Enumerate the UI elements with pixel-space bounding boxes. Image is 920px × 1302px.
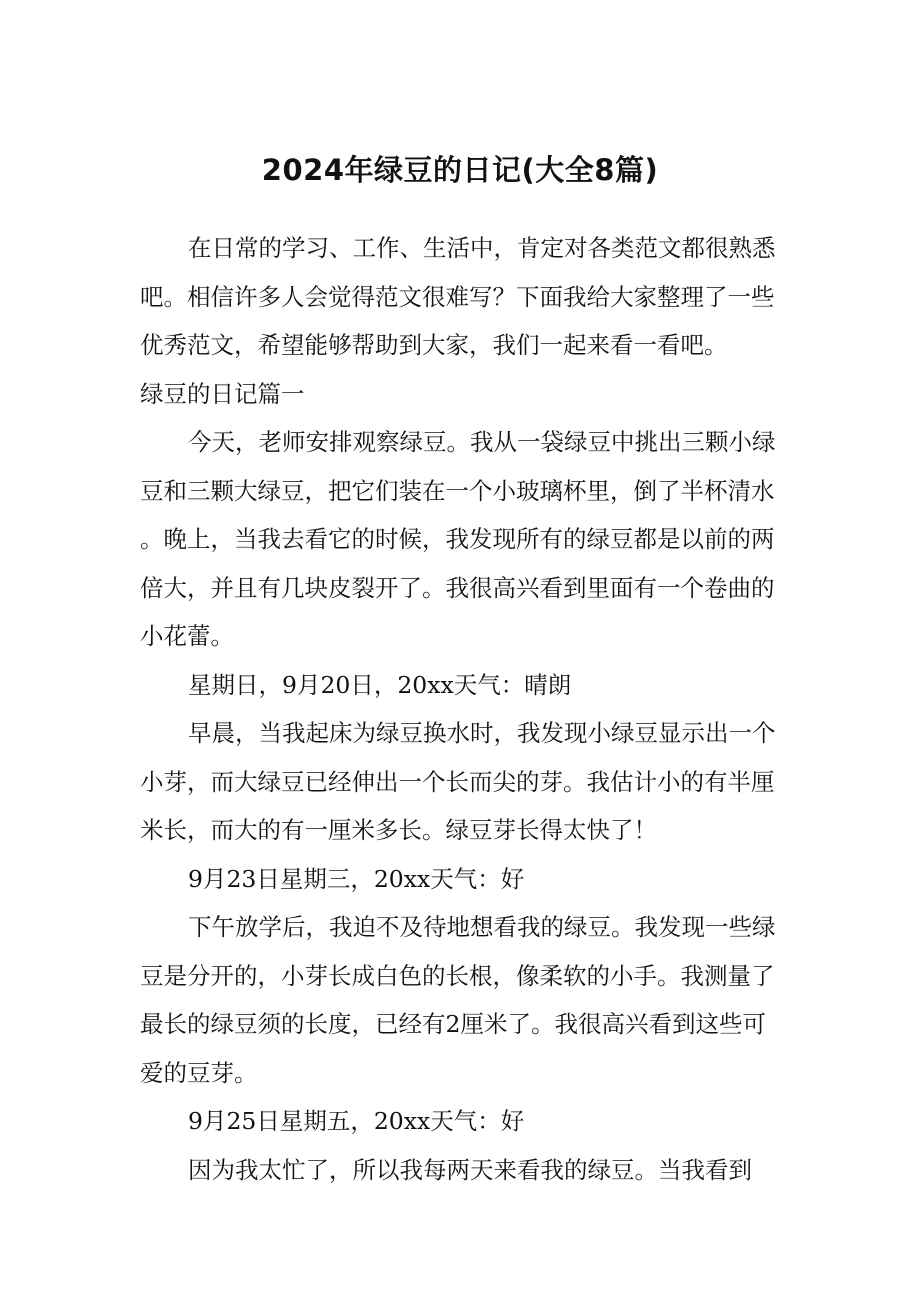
paragraph-diary-entry: 下午放学后，我迫不及待地想看我的绿豆。我发现一些绿豆是分开的，小芽长成白色的长根，像柔软的小手。我测量了最长的绿豆须的长度，已经有2厘米了。我很高兴看到这些可爱的豆芽。 (140, 913, 776, 1087)
section-heading: 绿豆的日记篇一 (140, 379, 305, 408)
paragraph-diary-entry: 因为我太忙了，所以我每两天来看我的绿豆。当我看到 (188, 1155, 752, 1184)
date-weather-line: 9月23日星期三，20xx天气：好 (188, 864, 525, 893)
paragraph-intro: 在日常的学习、工作、生活中，肯定对各类范文都很熟悉吧。相信许多人会觉得范文很难写？下面我给大家整理了一些优秀范文，希望能够帮助到大家，我们一起来看一看吧。 (140, 234, 776, 359)
date-weather-line: 9月25日星期五，20xx天气：好 (188, 1107, 525, 1135)
document-body (140, 224, 782, 1194)
date-weather-line: 星期日，9月20日，20xx天气：晴朗 (188, 670, 572, 699)
paragraph-diary-entry: 今天，老师安排观察绿豆。我从一袋绿豆中挑出三颗小绿豆和三颗大绿豆，把它们装在一个小玻璃杯里，倒了半杯清水。晚上，当我去看它的时候，我发现所有的绿豆都是以前的两倍大，并且有几块皮裂开了。我很高兴看到里面有一个卷曲的小花蕾。 (140, 428, 776, 650)
document-title: 2024年绿豆的日记(大全8篇) (261, 153, 659, 187)
paragraph-diary-entry: 早晨，当我起床为绿豆换水时，我发现小绿豆显示出一个小芽，而大绿豆已经伸出一个长而尖的芽。我估计小的有半厘米长，而大的有一厘米多长。绿豆芽长得太快了！ (140, 719, 776, 844)
